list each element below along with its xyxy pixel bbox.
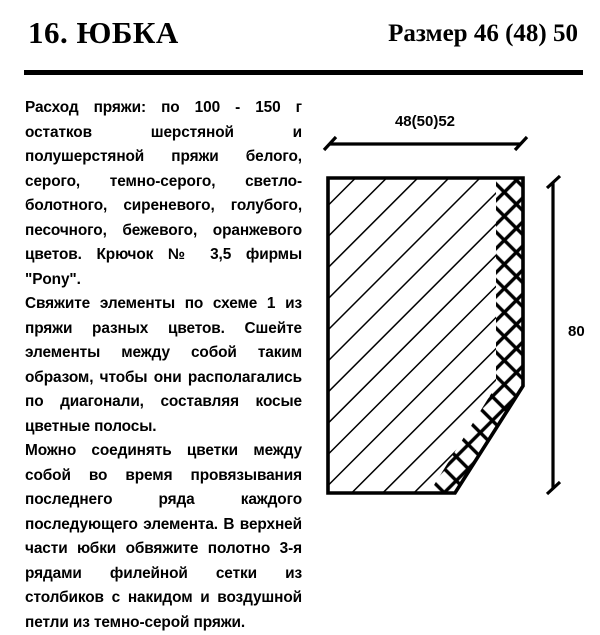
page-title: 16. ЮБКА bbox=[28, 15, 179, 50]
height-dimension bbox=[547, 176, 585, 494]
header-divider bbox=[24, 70, 583, 75]
width-dimension-label: 48(50)52 bbox=[394, 113, 456, 130]
page-header bbox=[0, 0, 600, 72]
instruction-paragraph: Свяжите элементы по схеме 1 из пряжи разных цветов. Сшейте элементы между собой таким образом, чтобы они располагались по диагонали, составляя косые цветные полосы. bbox=[25, 295, 302, 435]
width-dimension bbox=[324, 113, 527, 150]
height-dimension-label: 80 bbox=[568, 323, 585, 340]
schematic-diagram bbox=[312, 96, 598, 536]
size-label: Размер 46 (48) 50 bbox=[388, 20, 578, 47]
instructions-column bbox=[25, 96, 302, 635]
instruction-paragraph: Расход пряжи: по 100 - 150 г остатков шерстяной и полушерстяной пряжи белого, серого, темно-серого, светло-болотного, сиреневого, голубого, песочного, бежевого, оранжевого цветов. Крючок № 3,5 фирмы "Pony". bbox=[25, 99, 302, 288]
instruction-paragraph: Можно соединять цветки между собой во время провязывания последнего ряда каждого последующего элемента. В верхней части юбки обвяжите полотно 3-я рядами филейной сетки из столбиков с накидом и воздушной петли из темно-серой пряжи. bbox=[25, 442, 302, 631]
